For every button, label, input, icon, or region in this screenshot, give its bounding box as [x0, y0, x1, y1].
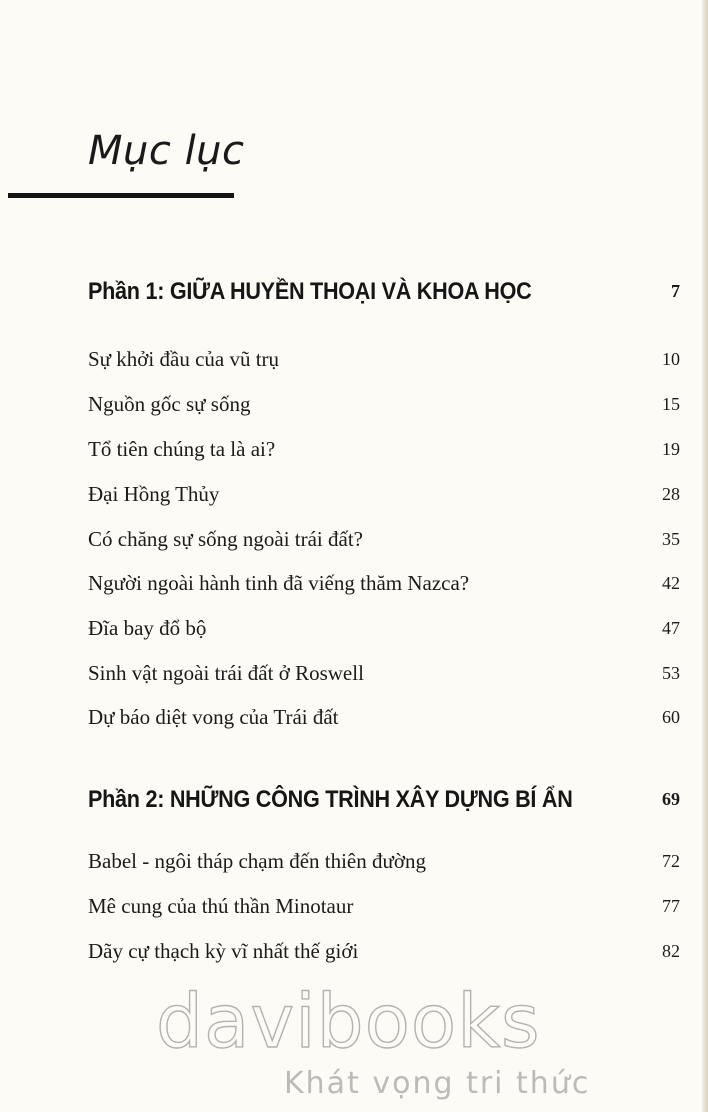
toc-part-2 — [88, 786, 680, 820]
watermark-logo: davibooks — [156, 979, 541, 1065]
toc-entry-page: 35 — [662, 529, 680, 549]
toc-entry — [88, 347, 680, 375]
toc-entry-page: 10 — [662, 349, 680, 369]
toc-entry-page: 53 — [662, 663, 680, 683]
toc-entry-label: Nguồn gốc sự sống — [88, 392, 251, 416]
toc-entry-label: Dự báo diệt vong của Trái đất — [88, 705, 339, 729]
toc-entry-page: 82 — [662, 941, 680, 961]
toc-part-page: 69 — [662, 789, 680, 809]
toc-entry — [88, 616, 680, 644]
toc-entry-label: Dãy cự thạch kỳ vĩ nhất thế giới — [88, 939, 359, 963]
toc-entry — [88, 482, 680, 510]
toc-entry-label: Đĩa bay đổ bộ — [88, 616, 207, 640]
toc-entry-label: Người ngoài hành tinh đã viếng thăm Nazca? — [88, 571, 470, 595]
toc-entry-page: 47 — [662, 618, 680, 638]
toc-entry-label: Sự khởi đầu của vũ trụ — [88, 347, 280, 371]
toc-part-1 — [88, 278, 680, 312]
page-title: Mục lục — [88, 128, 245, 174]
title-rule — [8, 193, 234, 198]
toc-entry-label: Sinh vật ngoài trái đất ở Roswell — [88, 661, 364, 685]
toc-entry-page: 15 — [662, 394, 680, 414]
toc-entry — [88, 527, 680, 555]
toc-entry-label: Tổ tiên chúng ta là ai? — [88, 437, 276, 461]
toc-part-label: Phần 1: GIỮA HUYỀN THOẠI VÀ KHOA HỌC — [88, 278, 532, 305]
page-edge — [702, 0, 708, 1112]
toc-entry-label: Babel - ngôi tháp chạm đến thiên đường — [88, 849, 426, 873]
toc-entry — [88, 705, 680, 733]
toc-entry-page: 42 — [662, 573, 680, 593]
toc-entry — [88, 849, 680, 877]
watermark-tagline: Khát vọng tri thức — [284, 1066, 591, 1101]
toc-entry — [88, 894, 680, 922]
toc-entry-page: 28 — [662, 484, 680, 504]
toc-part-label: Phần 2: NHỮNG CÔNG TRÌNH XÂY DỰNG BÍ ẨN — [88, 786, 573, 813]
toc-entry — [88, 571, 680, 599]
toc-entry — [88, 392, 680, 420]
toc-entry-page: 60 — [662, 707, 680, 727]
toc-entry-page: 77 — [662, 896, 680, 916]
toc-entry-label: Mê cung của thú thần Minotaur — [88, 894, 354, 918]
toc-entry-label: Có chăng sự sống ngoài trái đất? — [88, 527, 363, 551]
toc-entry-page: 19 — [662, 439, 680, 459]
toc-entry — [88, 661, 680, 689]
toc-entry-label: Đại Hồng Thủy — [88, 482, 220, 506]
toc-entry — [88, 939, 680, 967]
toc-entry-page: 72 — [662, 851, 680, 871]
toc-entry — [88, 437, 680, 465]
toc-part-page: 7 — [671, 281, 680, 301]
